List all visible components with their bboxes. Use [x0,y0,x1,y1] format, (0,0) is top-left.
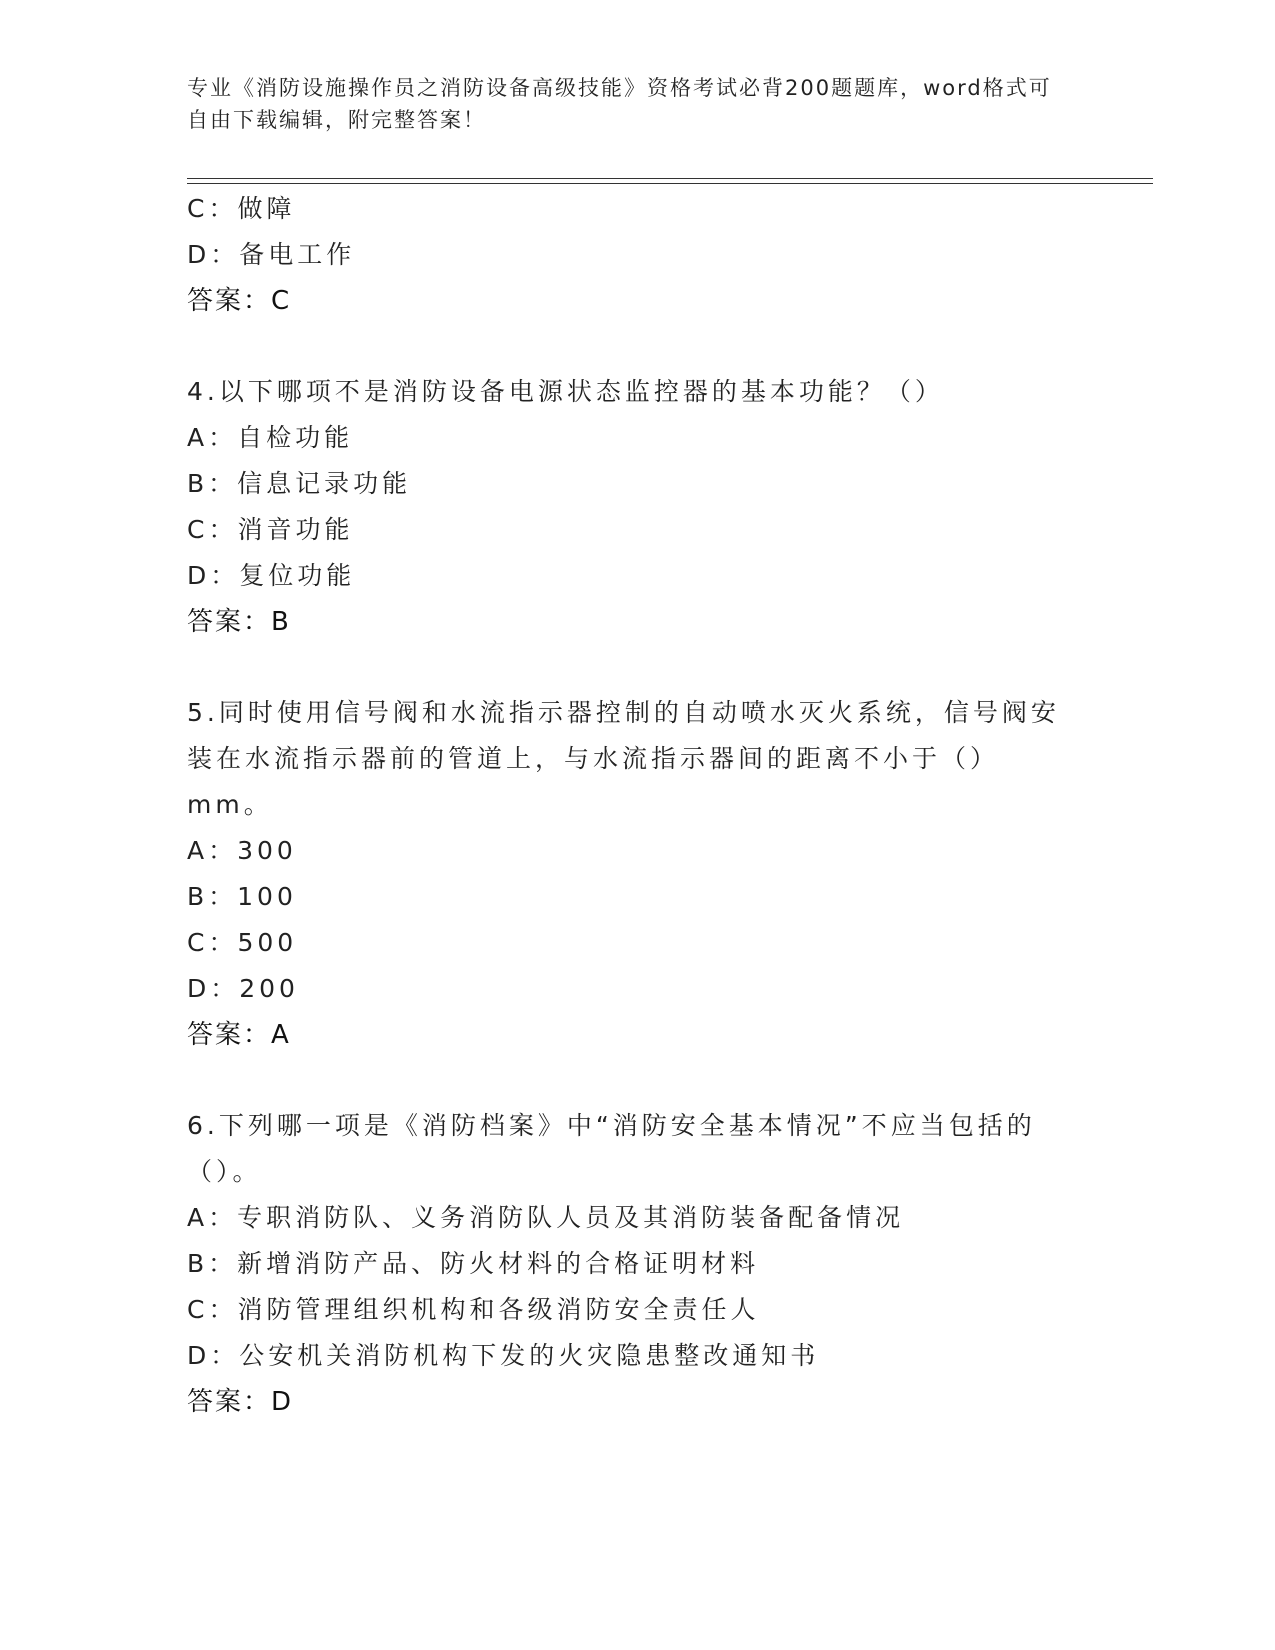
question-block-6 [187,1103,1107,1425]
answer-line: 答案：C [187,286,292,316]
option-d: D：200 [187,974,299,1003]
question-text: 5.同时使用信号阀和水流指示器控制的自动喷水灭火系统，信号阀安装在水流指示器前的管道上，与水流指示器间的距离不小于（）mm。 [187,698,1060,819]
option-b: B：信息记录功能 [187,469,412,498]
option-c: C：消音功能 [187,515,354,544]
question-block-5 [187,690,1107,1058]
document-body [187,186,1107,1425]
option-d: D：公安机关消防机构下发的火灾隐患整改通知书 [187,1341,820,1370]
question-block-3-partial [187,186,1107,324]
question-block-4 [187,369,1107,645]
question-text: 4.以下哪项不是消防设备电源状态监控器的基本功能？（） [187,377,944,406]
option-d: D：备电工作 [187,240,356,269]
spacer [187,645,1107,690]
answer-line: 答案：A [187,1020,291,1050]
option-a: A：自检功能 [187,423,354,452]
document-header: 专业《消防设施操作员之消防设备高级技能》资格考试必背200题题库，word格式可自由下载编辑，附完整答案！ [187,76,1052,132]
answer-line: 答案：D [187,1387,294,1417]
question-text: 6.下列哪一项是《消防档案》中“消防安全基本情况”不应当包括的（）。 [187,1111,1036,1186]
option-c: C：500 [187,928,298,957]
option-a: A：300 [187,836,297,865]
option-c: C：做障 [187,194,296,223]
option-a: A：专职消防队、义务消防队人员及其消防装备配备情况 [187,1203,905,1232]
header-rule-top [187,178,1153,179]
option-c: C：消防管理组织机构和各级消防安全责任人 [187,1295,760,1324]
header-rule-bottom [187,183,1153,184]
option-d: D：复位功能 [187,561,356,590]
answer-line: 答案：B [187,607,291,637]
option-b: B：100 [187,882,297,911]
option-b: B：新增消防产品、防火材料的合格证明材料 [187,1249,760,1278]
spacer [187,1058,1107,1103]
spacer [187,324,1107,369]
